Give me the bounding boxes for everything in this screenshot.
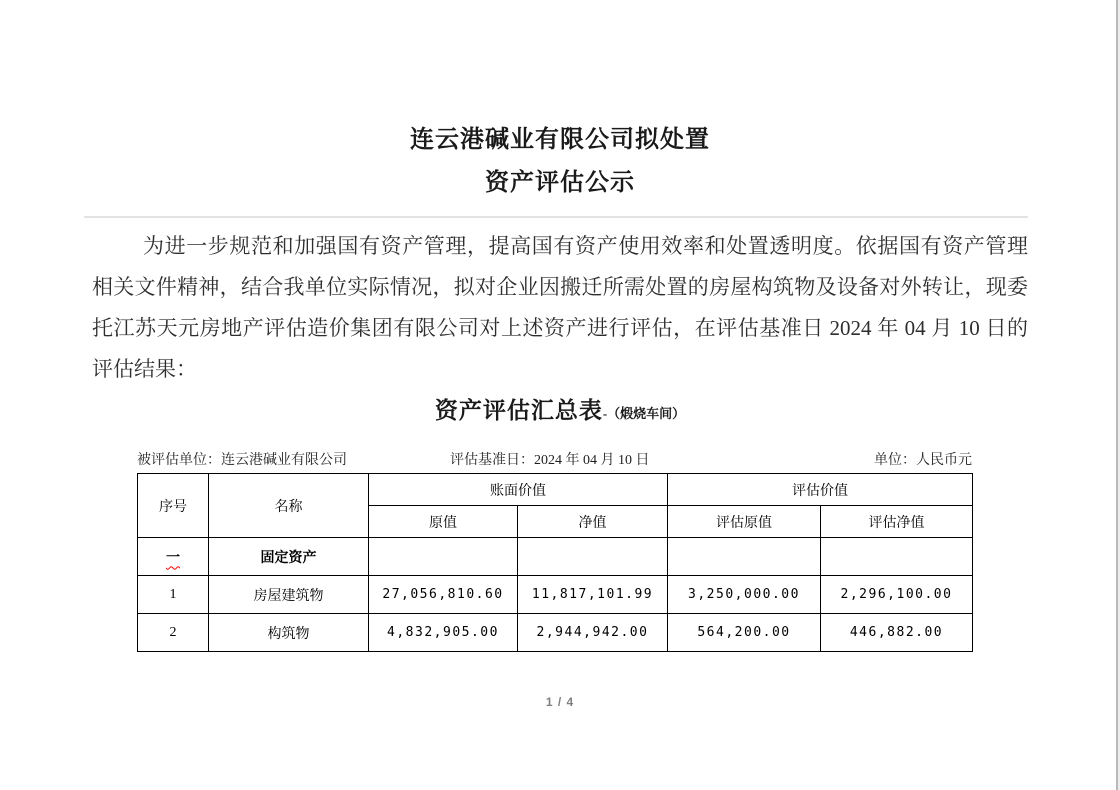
cell-appraisal-original-value: 564,200.00 (668, 614, 821, 652)
summary-table-title (92, 396, 1028, 429)
cell-original-value: 4,832,905.00 (369, 614, 518, 652)
cell-appraisal-net-value: 446,882.00 (821, 614, 973, 652)
currency-unit-label: 单位：人民币元 (874, 453, 972, 468)
paragraph-line: 相关文件精神，结合我单位实际情况，拟对企业因搬迁所需处置的房屋构筑物及设备对外转让，现委 (92, 275, 1028, 299)
table-meta-row (137, 449, 972, 469)
cell-seq (138, 538, 209, 576)
header-name: 名称 (209, 474, 369, 538)
cell-net-value: 11,817,101.99 (518, 576, 668, 614)
header-seq: 序号 (138, 474, 209, 538)
assessed-unit-label: 被评估单位：连云港碱业有限公司 (137, 453, 347, 468)
cell-appraisal-original-value: 3,250,000.00 (668, 576, 821, 614)
table-row (138, 614, 973, 652)
header-appraisal-original-value: 评估原值 (668, 506, 821, 538)
cell-net-value (518, 538, 668, 576)
header-book-value-group: 账面价值 (369, 474, 668, 506)
title-divider (84, 216, 1028, 218)
cell-name: 房屋建筑物 (209, 576, 369, 614)
misspell-marked-text: 一 (166, 550, 180, 566)
header-net-value: 净值 (518, 506, 668, 538)
asset-summary-table (137, 473, 973, 652)
cell-name: 固定资产 (209, 538, 369, 576)
paragraph-line: 评估结果： (92, 357, 197, 381)
intro-paragraph (92, 226, 1028, 390)
cell-net-value: 2,944,942.00 (518, 614, 668, 652)
table-row (138, 576, 973, 614)
cell-original-value: 27,056,810.60 (369, 576, 518, 614)
cell-name: 构筑物 (209, 614, 369, 652)
cell-seq: 2 (138, 614, 209, 652)
cell-appraisal-net-value: 2,296,100.00 (821, 576, 973, 614)
summary-table-title-main: 资产评估汇总表 (434, 398, 603, 423)
cell-seq: 1 (138, 576, 209, 614)
appraisal-base-date-label: 评估基准日：2024 年 04 月 10 日 (450, 453, 650, 468)
table-header-row-1 (138, 474, 973, 506)
cell-original-value (369, 538, 518, 576)
document-title-line2: 资产评估公示 (485, 170, 635, 196)
header-appraisal-value-group: 评估价值 (668, 474, 973, 506)
page-number-indicator: 1 / 4 (545, 695, 575, 709)
header-appraisal-net-value: 评估净值 (821, 506, 973, 538)
summary-table-title-suffix: -（煅烧车间） (602, 406, 686, 421)
cell-appraisal-original-value (668, 538, 821, 576)
table-row (138, 538, 973, 576)
paragraph-line: 托江苏天元房地产评估造价集团有限公司对上述资产进行评估，在评估基准日 2024 年 04 月 10 日的 (92, 316, 1028, 340)
cell-appraisal-net-value (821, 538, 973, 576)
header-original-value: 原值 (369, 506, 518, 538)
paragraph-line: 为进一步规范和加强国有资产管理，提高国有资产使用效率和处置透明度。依据国有资产管理 (143, 234, 1028, 258)
document-title-line1: 连云港碱业有限公司拟处置 (410, 127, 710, 153)
